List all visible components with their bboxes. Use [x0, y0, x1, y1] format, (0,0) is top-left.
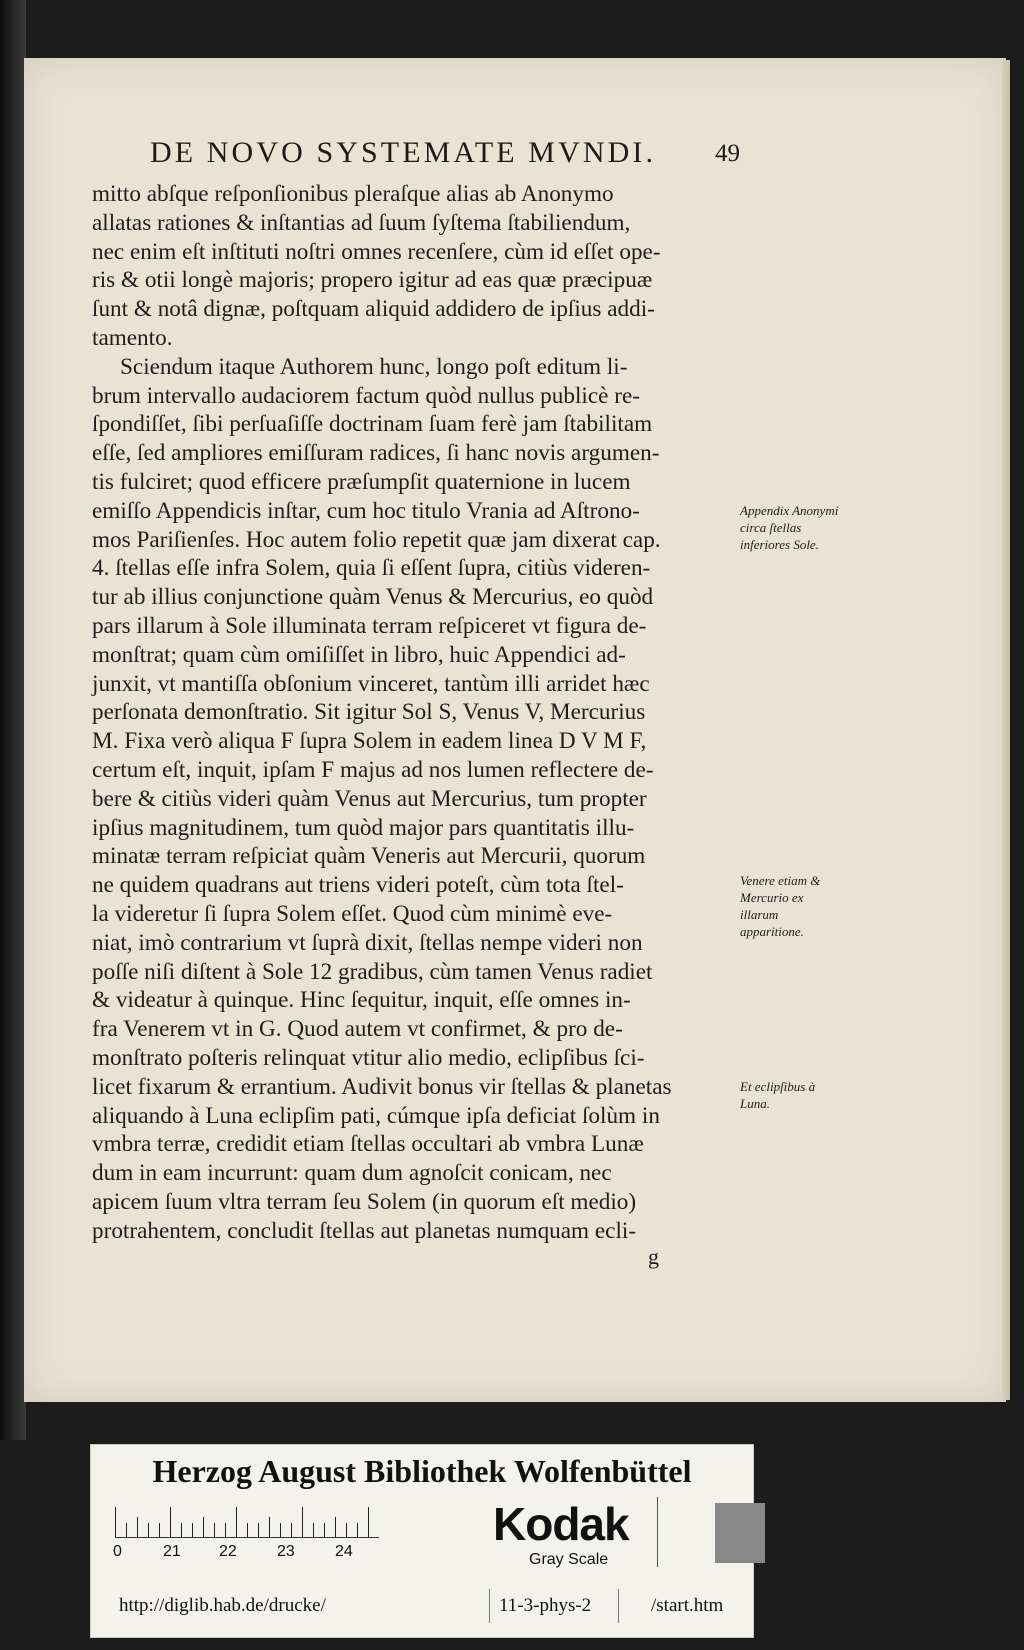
text-line: junxit, vt mantiſſa obſonium vinceret, tantùm illi arridet hæc [92, 670, 650, 697]
text-line: apicem ſuum vltra terram ſeu Solem (in quorum eſt medio) [92, 1188, 637, 1215]
color-target-card [90, 1444, 754, 1638]
text-line: ris & otii longè majoris; propero igitur ad eas quæ præcipuæ [92, 267, 653, 294]
divider [657, 1497, 658, 1567]
text-line: Sciendum itaque Authorem hunc, longo poſt editum li- [120, 353, 628, 380]
text-line: aliquando à Luna eclipſim pati, cúmque ipſa deficiat ſolùm in [92, 1102, 660, 1129]
black-swatch [767, 1503, 823, 1597]
text-line: mos Pariſienſes. Hoc autem folio repetit quæ jam dixerat cap. [92, 526, 661, 553]
text-line: tis fulciret; quod efficere præſumpſit quaternione in lucem [92, 468, 631, 495]
binding-edge [0, 0, 26, 1440]
ruler-tick [115, 1507, 116, 1537]
text-line: protrahentem, concludit ſtellas aut planetas numquam ecli- [92, 1217, 637, 1244]
ruler-tick [225, 1523, 226, 1537]
text-line: minatæ terram reſpiciat quàm Veneris aut Mercurii, quorum [92, 843, 646, 870]
text-line: mitto abſque reſponſionibus pleraſque alias ab Anonymo [92, 181, 614, 207]
catchword: g [648, 1244, 659, 1269]
body-text [92, 180, 732, 1245]
text-line: monſtrato poſteris relinquat vtitur alio medio, eclipſibus ſci- [92, 1044, 645, 1071]
ruler-tick [137, 1517, 138, 1537]
url-base: http://diglib.hab.de/drucke/ [119, 1595, 326, 1616]
text-line: dum in eam incurrunt: quam dum agnoſcit conicam, nec [92, 1160, 612, 1187]
text-line: ipſius magnitudinem, tum quòd major pars quantitatis illu- [92, 814, 635, 841]
text-line: monſtrat; quam cùm omiſiſſet in libro, huic Appendici ad- [92, 641, 626, 668]
kodak-logo: Kodak [493, 1498, 629, 1550]
text-line: ne quidem quadrans aut triens videri poteſt, cùm tota ſtel- [92, 872, 624, 899]
library-title: Herzog August Bibliothek Wolfenbüttel [152, 1453, 692, 1489]
text-line: & videatur à quinque. Hinc ſequitur, inquit, eſſe omnes in- [92, 987, 631, 1014]
url-suffix: /start.htm [651, 1595, 724, 1616]
page-edge [1002, 60, 1010, 1400]
text-line: niat, imò contrarium vt ſuprà dixit, ſtellas nempe videri non [92, 929, 643, 956]
gray-scale-label: Gray Scale [529, 1551, 609, 1568]
ruler-tick [302, 1507, 303, 1537]
ruler-tick [291, 1523, 292, 1537]
running-head [150, 136, 740, 176]
ruler-tick [236, 1507, 237, 1537]
ruler-tick [368, 1507, 369, 1537]
ruler-label: 21 [163, 1543, 181, 1560]
ruler-tick [181, 1523, 182, 1537]
text-line: tur ab illius conjunctione quàm Venus & Mercurius, eo quòd [92, 584, 654, 611]
ruler-label: 24 [335, 1543, 353, 1560]
text-line: poſſe niſi diſtent à Sole 12 gradibus, cùm tamen Venus radiet [92, 958, 653, 985]
sidenote-eclipsibus: Et eclipſibus à Luna. [740, 1079, 816, 1111]
text-line: la videretur ſi ſupra Solem eſſet. Quod cùm minimè eve- [92, 900, 613, 927]
ruler-tick [269, 1517, 270, 1537]
text-line: certum eſt, inquit, ipſam F majus ad nos lumen reflectere de- [92, 756, 654, 783]
sidenote-venere: Venere etiam & Mercurio ex illarum apparitione. [740, 873, 821, 939]
ruler-tick [357, 1523, 358, 1537]
ruler-label: 0 [113, 1543, 122, 1560]
ruler-tick [214, 1523, 215, 1537]
text-line: pars illarum à Sole illuminata terram reſpiceret vt figura de- [92, 612, 647, 639]
text-line: ſunt & notâ dignæ, poſtquam aliquid addidero de ipſius addi- [92, 296, 655, 323]
ruler-tick [192, 1523, 193, 1537]
ruler-tick [313, 1523, 314, 1537]
ruler-tick [324, 1523, 325, 1537]
ruler [115, 1503, 379, 1538]
text-line: perſonata demonſtratio. Sit igitur Sol S, Venus V, Mercurius [92, 699, 646, 726]
text-line: bere & citiùs videri quàm Venus aut Mercurius, tum propter [92, 785, 647, 812]
ruler-tick [258, 1523, 259, 1537]
running-title: DE NOVO SYSTEMATE MVNDI. [150, 136, 657, 169]
text-line: M. Fixa verò aliqua F ſupra Solem in eadem linea D V M F, [92, 728, 647, 755]
text-line: 4. ſtellas eſſe infra Solem, quia ſi eſſent ſupra, citiùs videren- [92, 555, 651, 582]
text-line: ſpondiſſet, ſibi perſuaſiſſe doctrinam ſuam ferè jam ſtabilitam [92, 411, 653, 438]
ruler-tick [335, 1517, 336, 1537]
sidenote-appendix: Appendix Anonymi circa ſtellas inferiores Sole. [740, 503, 839, 552]
text-line: nec enim eſt inſtituti noſtri omnes recenſere, cùm id eſſet ope- [92, 238, 661, 265]
page-number: 49 [715, 140, 740, 167]
text-line: tamento. [92, 324, 173, 351]
ruler-tick [126, 1523, 127, 1537]
ruler-tick [148, 1523, 149, 1537]
text-line: licet fixarum & errantium. Audivit bonus vir ſtellas & planetas [92, 1073, 672, 1100]
text-line: fra Venerem vt in G. Quod autem vt confirmet, & pro de- [92, 1016, 623, 1043]
gray-swatch [715, 1503, 765, 1563]
url-signature: 11-3-phys-2 [499, 1595, 592, 1616]
ruler-tick [346, 1523, 347, 1537]
text-line: vmbra terræ, credidit etiam ſtellas occultari ab vmbra Lunæ [92, 1131, 644, 1158]
text-line: brum intervallo audaciorem factum quòd nullus publicè re- [92, 382, 640, 409]
text-line: emiſſo Appendicis inſtar, cum hoc titulo Vrania ad Aſtrono- [92, 497, 640, 524]
ruler-tick [170, 1507, 171, 1537]
ruler-tick [159, 1523, 160, 1537]
ruler-label: 22 [219, 1543, 237, 1560]
ruler-tick [247, 1523, 248, 1537]
ruler-tick [280, 1523, 281, 1537]
text-line: eſſe, ſed ampliores emiſſuram radices, ſi hanc novis argumen- [92, 440, 660, 467]
text-line: allatas rationes & inſtantias ad ſuum ſyſtema ſtabiliendum, [92, 209, 631, 236]
ruler-tick [203, 1517, 204, 1537]
ruler-label: 23 [277, 1543, 295, 1560]
